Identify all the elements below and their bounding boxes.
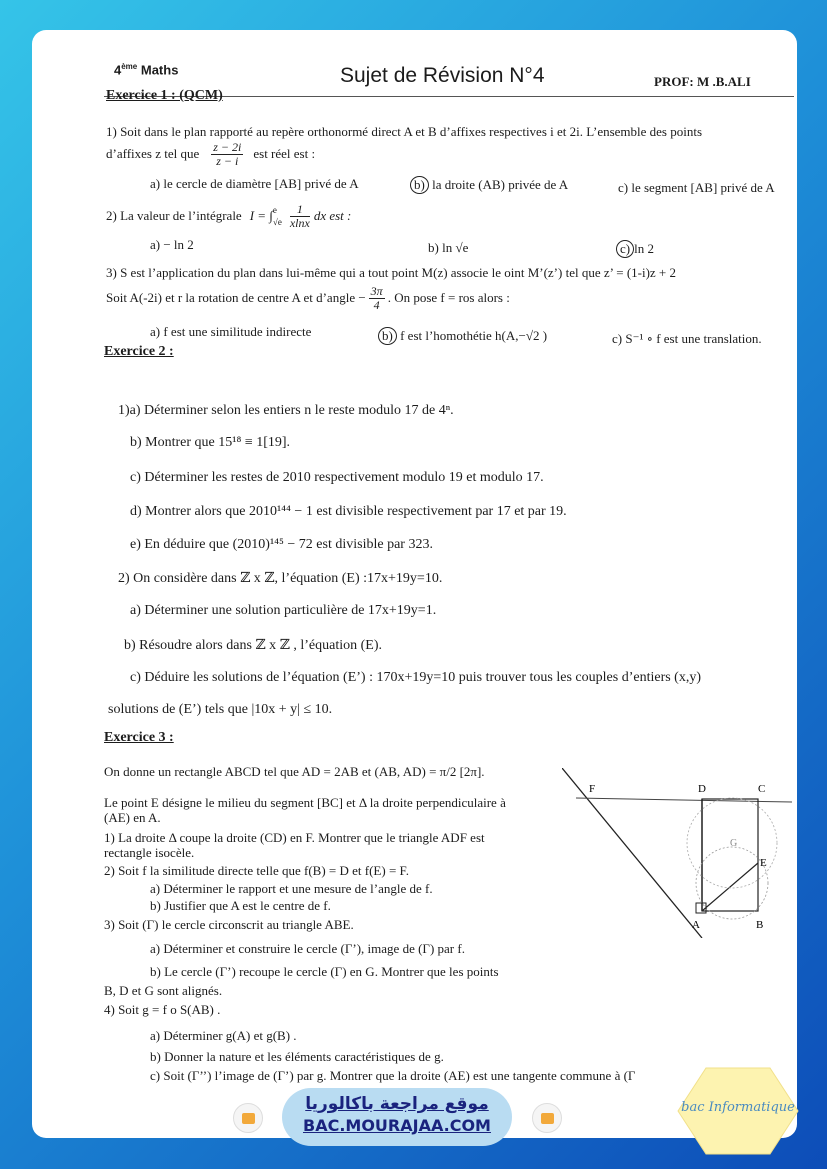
ex2-item: a) Déterminer une solution particulière de 17x+19y=1. [130, 603, 437, 618]
q1-option-c: c) le segment [AB] privé de A [618, 180, 775, 195]
q2-fraction: $\frac{1}{xlnx}$ [289, 201, 310, 230]
ex3-item: 4) Soit g = f o S(AB) . [104, 1002, 221, 1017]
circle-gamma [696, 847, 768, 919]
class-level: 4ème Maths [114, 62, 179, 78]
ex3-item: On donne un rectangle ABCD tel que AD = 2AB et (AB, AD) = π/2 [2π]. [104, 764, 485, 779]
label-e: E [760, 857, 767, 869]
ex2-item: b) Montrer que 15¹⁸ ≡ 1[19]. [130, 435, 291, 450]
ex3-item: b) Le cercle (Γ’) recoupe le cercle (Γ) en G. Montrer que les points [150, 964, 499, 979]
line-delta [562, 768, 702, 938]
q3-option-c: c) S⁻¹ ∘ f est une translation. [612, 331, 762, 346]
badge-label: bac Informatique [681, 1100, 795, 1115]
ex3-item: rectangle isocèle. [104, 845, 195, 860]
q3-fraction: $\frac{3\pi}{4}$ [370, 283, 383, 312]
footer-banner[interactable] [282, 1088, 512, 1146]
line-cd [576, 798, 792, 802]
label-c: C [758, 783, 766, 795]
ex2-item: e) En déduire que (2010)¹⁴⁵ − 72 est divisible par 323. [130, 537, 433, 552]
label-b: B [756, 919, 764, 931]
ex2-item: c) Déduire les solutions de l’équation (E’) : 170x+19y=10 puis trouver tous les couples d’entiers (x,y) [130, 670, 701, 685]
exercise-3-title: Exercice 3 : [104, 730, 174, 745]
site-logo-right [532, 1103, 562, 1133]
ex2-item: c) Déterminer les restes de 2010 respectivement modulo 19 et modulo 17. [130, 470, 544, 485]
ex3-item: c) Soit (Γ’’) l’image de (Γ’) par g. Montrer que la droite (AE) est une tangente commune à (Γ [150, 1068, 636, 1083]
q3-option-b: b) f est l’homothétie h(A,−√2 ) [378, 327, 547, 345]
site-logo-left [233, 1103, 263, 1133]
ex3-item: (AE) en A. [104, 810, 161, 825]
ex2-item: 1)a) Déterminer selon les entiers n le reste modulo 17 de 4ⁿ. [118, 403, 454, 418]
rectangle-abcd [702, 799, 758, 911]
q1-option-b: b) la droite (AB) privée de A [410, 176, 568, 194]
ex3-item: 3) Soit (Γ) le cercle circonscrit au triangle ABE. [104, 917, 354, 932]
ex3-item: a) Déterminer et construire le cercle (Γ’), image de (Γ) par f. [150, 941, 465, 956]
ex3-item: 2) Soit f la similitude directe telle que f(B) = D et f(E) = F. [104, 863, 409, 878]
document-sheet [32, 30, 797, 1138]
ex2-item: d) Montrer alors que 2010¹⁴⁴ − 1 est divisible respectivement par 17 et par 19. [130, 504, 567, 519]
label-a: A [692, 919, 700, 931]
q1-text-b: d’affixes z tel que [106, 146, 200, 161]
q3-line1: 3) S est l’application du plan dans lui-même qui a tout point M(z) associe le oint M’(z’) tel que z’ = (1-i)z + 2 [106, 265, 677, 280]
q1-fraction: $\frac{z - 2i}{z - i}$ [213, 139, 242, 168]
q1-text-b-row [106, 134, 315, 174]
q3-line2: Soit A(-2i) et r la rotation de centre A et d’angle − $\frac{3\pi}{4}$ . On pose f = ros alors : [106, 283, 510, 312]
label-d: D [698, 783, 706, 795]
ex3-item: a) Déterminer le rapport et une mesure de l’angle de f. [150, 881, 433, 896]
q1-text-a: 1) Soit dans le plan rapporté au repère orthonormé direct A et B d’affixes respectives i et 2i. L’ensemble des points [106, 124, 703, 139]
segment-ae [702, 863, 758, 911]
ex3-item: a) Déterminer g(A) et g(B) . [150, 1028, 297, 1043]
teacher-name: PROF: M .B.ALI [654, 74, 751, 89]
q2-option-b: b) ln √e [428, 240, 469, 255]
ex3-item: Le point E désigne le milieu du segment [BC] et Δ la droite perpendiculaire à [104, 795, 506, 810]
q3-option-a: a) f est une similitude indirecte [150, 324, 312, 339]
ex3-item: 1) La droite Δ coupe la droite (CD) en F. Montrer que le triangle ADF est [104, 830, 485, 845]
ex3-item: B, D et G sont alignés. [104, 983, 223, 998]
q2-option-c: c) ln 2 [616, 240, 654, 258]
footer-url-link[interactable]: BAC.MOURAJAA.COM [303, 1116, 491, 1135]
page-title: Sujet de Révision N°4 [340, 64, 545, 87]
ex3-item: b) Donner la nature et les éléments caractéristiques de g. [150, 1049, 444, 1064]
q2-row: 2) La valeur de l’intégrale I = ∫ e √e $\frac{1}{xlnx}$ dx est : [106, 201, 352, 230]
exercise-2-title: Exercice 2 : [104, 344, 174, 359]
ex2-item: 2) On considère dans ℤ x ℤ, l’équation (E) :17x+19y=10. [118, 571, 443, 586]
ex3-item: b) Justifier que A est le centre de f. [150, 898, 331, 913]
ex2-item: solutions de (E’) tels que |10x + y| ≤ 10. [108, 702, 333, 717]
ex2-item: b) Résoudre alors dans ℤ x ℤ , l’équation (E). [124, 638, 382, 653]
footer-arabic-title: موقع مراجعة باكالوريا [305, 1094, 489, 1114]
exercise-1-title: Exercice 1 : (QCM) [106, 88, 223, 103]
label-f: F [589, 783, 596, 795]
q2-option-a: a) − ln 2 [150, 237, 194, 252]
geometry-figure [562, 768, 794, 938]
q1-option-a: a) le cercle de diamètre [AB] privé de A [150, 176, 359, 191]
label-g: G [730, 838, 738, 849]
q1-text-c: est réel est : [253, 146, 316, 161]
